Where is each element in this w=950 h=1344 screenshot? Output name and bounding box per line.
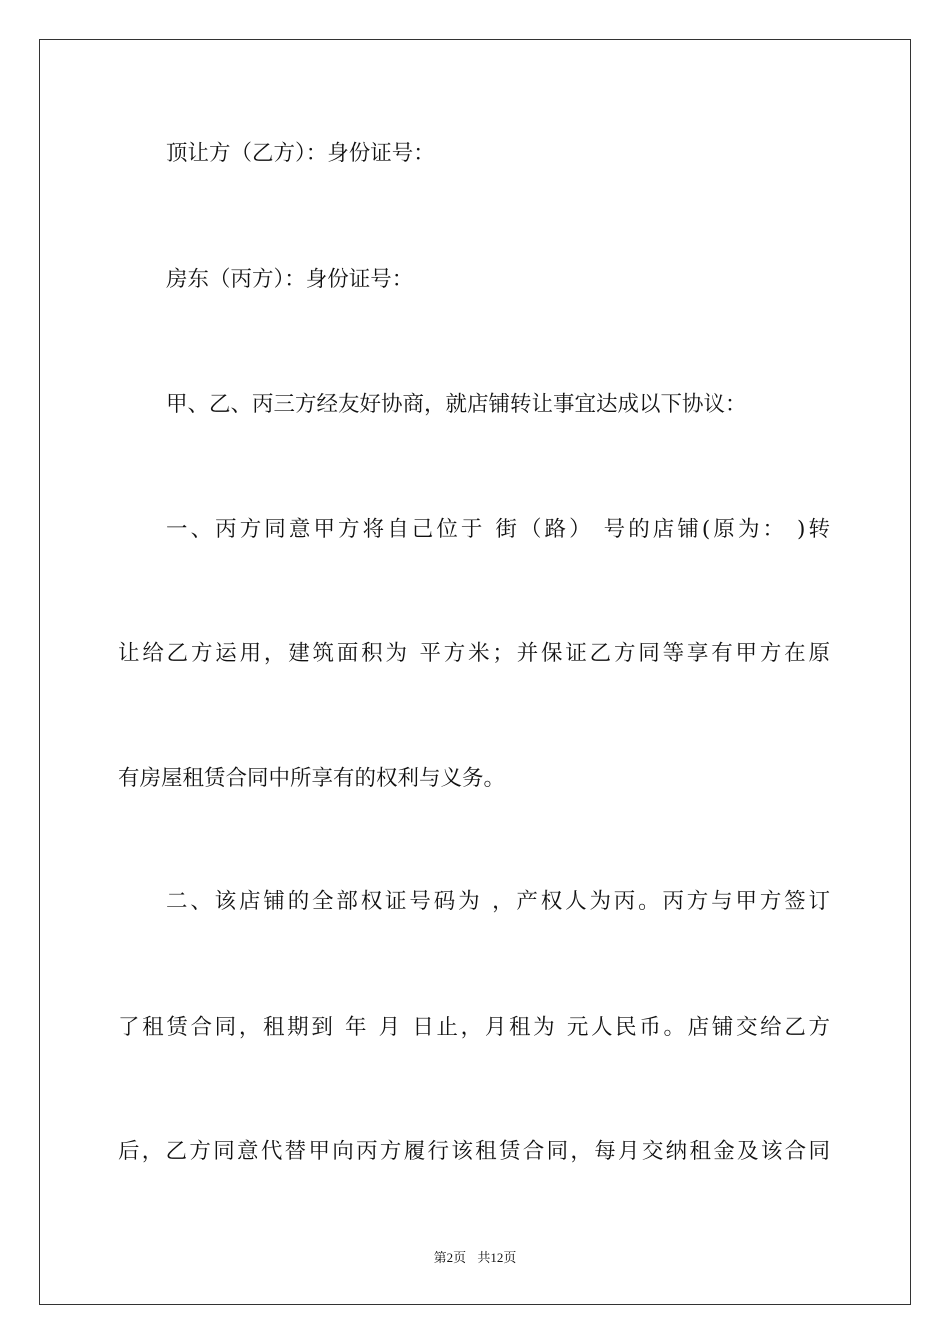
- page-footer: [0, 1247, 950, 1266]
- text-line: 让给乙方运用，建筑面积为 平方米；并保证乙方同等享有甲方在原: [118, 641, 830, 666]
- text-line: 顶让方（乙方）：身份证号：: [166, 141, 435, 166]
- text-line: 二、该店铺的全部权证号码为 ，产权人为丙。丙方与甲方签订: [166, 889, 830, 914]
- text-line: 了租赁合同，租期到 年 月 日止，月租为 元人民币。店铺交给乙方: [118, 1015, 830, 1040]
- text-line: 一、丙方同意甲方将自己位于 街（路） 号的店铺(原为： )转: [166, 517, 830, 542]
- page-total: 共12页: [477, 1250, 517, 1265]
- page-border: [39, 39, 911, 1305]
- text-line: 甲、乙、丙三方经友好协商，就店铺转让事宜达成以下协议：: [166, 392, 747, 417]
- text-line: 有房屋租赁合同中所享有的权利与义务。: [118, 766, 506, 791]
- page-number: 第2页: [433, 1250, 467, 1265]
- text-line: 后，乙方同意代替甲向丙方履行该租赁合同，每月交纳租金及该合同: [118, 1139, 830, 1164]
- text-line: 房东（丙方）：身份证号：: [166, 267, 414, 292]
